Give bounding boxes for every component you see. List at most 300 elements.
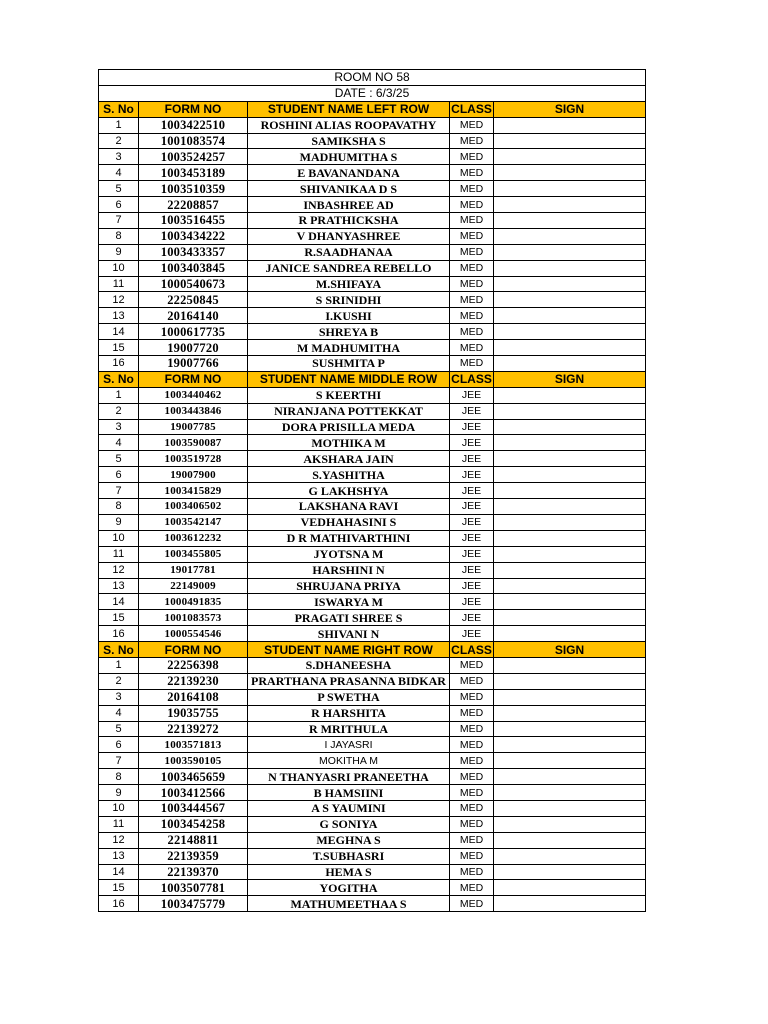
sign-cell[interactable] [494,451,646,467]
sign-cell[interactable] [494,753,646,769]
class-cell: MED [450,197,494,213]
class-cell: MED [450,657,494,673]
student-name: MEGHNA S [248,832,450,848]
class-cell: MED [450,737,494,753]
student-row [99,117,646,133]
sign-cell[interactable] [494,546,646,562]
form-number: 19035755 [139,705,248,721]
form-number: 22256398 [139,657,248,673]
serial-number: 15 [99,340,139,356]
student-name: R PRATHICKSHA [248,213,450,229]
student-name: NIRANJANA POTTEKKAT [248,403,450,419]
class-cell: JEE [450,546,494,562]
student-name: R.SAADHANAA [248,244,450,260]
student-row [99,451,646,467]
student-name: SHIVANI N [248,626,450,642]
seating-table [98,69,646,912]
sign-cell[interactable] [494,356,646,372]
section-header-row [99,371,646,387]
student-row [99,133,646,149]
class-cell: JEE [450,435,494,451]
class-cell: MED [450,721,494,737]
class-cell: MED [450,244,494,260]
student-row [99,626,646,642]
form-number: 1000491835 [139,594,248,610]
header-student-name: STUDENT NAME RIGHT ROW [248,642,450,658]
header-sign: SIGN [494,101,646,117]
sign-cell[interactable] [494,530,646,546]
serial-number: 9 [99,514,139,530]
form-number: 22148811 [139,832,248,848]
form-number: 22139272 [139,721,248,737]
header-sign: SIGN [494,371,646,387]
section-header-row [99,101,646,117]
student-name: S.YASHITHA [248,467,450,483]
student-name: N THANYASRI PRANEETHA [248,769,450,785]
class-cell: MED [450,880,494,896]
student-name: M MADHUMITHA [248,340,450,356]
header-form-no: FORM NO [139,371,248,387]
form-number: 1003516455 [139,213,248,229]
student-row [99,483,646,499]
serial-number: 2 [99,403,139,419]
student-name: HARSHINI N [248,562,450,578]
sign-cell[interactable] [494,324,646,340]
serial-number: 8 [99,769,139,785]
class-cell: JEE [450,610,494,626]
sign-cell[interactable] [494,689,646,705]
student-row [99,499,646,515]
class-cell: MED [450,308,494,324]
student-name: VEDHAHASINI S [248,514,450,530]
class-cell: JEE [450,626,494,642]
sign-cell[interactable] [494,657,646,673]
header-sno: S. No [99,371,139,387]
form-number: 1003475779 [139,896,248,912]
class-cell: MED [450,340,494,356]
student-name: R HARSHITA [248,705,450,721]
student-name: PRAGATI SHREE S [248,610,450,626]
student-row [99,594,646,610]
student-row [99,705,646,721]
student-name: INBASHREE AD [248,197,450,213]
form-number: 22139370 [139,864,248,880]
student-name: SHRUJANA PRIYA [248,578,450,594]
sign-cell[interactable] [494,737,646,753]
class-cell: MED [450,816,494,832]
form-number: 22208857 [139,197,248,213]
student-row [99,737,646,753]
student-name: S SRINIDHI [248,292,450,308]
student-name: S KEERTHI [248,387,450,403]
serial-number: 1 [99,117,139,133]
form-number: 1003590087 [139,435,248,451]
student-row [99,324,646,340]
serial-number: 12 [99,832,139,848]
form-number: 1003510359 [139,181,248,197]
sign-cell[interactable] [494,117,646,133]
serial-number: 4 [99,435,139,451]
serial-number: 10 [99,800,139,816]
form-number: 22149009 [139,578,248,594]
sign-cell[interactable] [494,181,646,197]
student-name: B HAMSIINI [248,785,450,801]
sign-cell[interactable] [494,816,646,832]
sign-cell[interactable] [494,896,646,912]
sign-cell[interactable] [494,673,646,689]
sign-cell[interactable] [494,467,646,483]
class-cell: MED [450,213,494,229]
sign-cell[interactable] [494,610,646,626]
student-row [99,848,646,864]
serial-number: 11 [99,546,139,562]
serial-number: 10 [99,530,139,546]
sign-cell[interactable] [494,403,646,419]
student-name: ROSHINI ALIAS ROOPAVATHY [248,117,450,133]
student-name: JYOTSNA M [248,546,450,562]
student-name: AKSHARA JAIN [248,451,450,467]
form-number: 1003422510 [139,117,248,133]
student-name: M.SHIFAYA [248,276,450,292]
class-cell: JEE [450,499,494,515]
student-name: JANICE SANDREA REBELLO [248,260,450,276]
serial-number: 5 [99,451,139,467]
serial-number: 16 [99,896,139,912]
student-row [99,244,646,260]
student-row [99,562,646,578]
form-number: 1003444567 [139,800,248,816]
student-row [99,578,646,594]
serial-number: 10 [99,260,139,276]
form-number: 1003542147 [139,514,248,530]
form-number: 1003524257 [139,149,248,165]
student-name: V DHANYASHREE [248,228,450,244]
form-number: 22139359 [139,848,248,864]
student-row [99,165,646,181]
serial-number: 15 [99,880,139,896]
student-row [99,419,646,435]
student-name: D R MATHIVARTHINI [248,530,450,546]
serial-number: 11 [99,276,139,292]
class-cell: JEE [450,514,494,530]
serial-number: 16 [99,626,139,642]
header-sno: S. No [99,101,139,117]
sign-cell[interactable] [494,387,646,403]
header-form-no: FORM NO [139,101,248,117]
form-number: 20164108 [139,689,248,705]
form-number: 1003519728 [139,451,248,467]
sign-cell[interactable] [494,133,646,149]
sign-cell[interactable] [494,832,646,848]
student-name: SHIVANIKAA D S [248,181,450,197]
student-row [99,292,646,308]
serial-number: 1 [99,387,139,403]
sign-cell[interactable] [494,244,646,260]
class-cell: JEE [450,419,494,435]
serial-number: 14 [99,324,139,340]
serial-number: 2 [99,673,139,689]
student-row [99,213,646,229]
sign-cell[interactable] [494,165,646,181]
class-cell: MED [450,753,494,769]
class-cell: MED [450,260,494,276]
form-number: 19017781 [139,562,248,578]
class-cell: MED [450,149,494,165]
form-number: 19007900 [139,467,248,483]
student-name: HEMA S [248,864,450,880]
form-number: 1000554546 [139,626,248,642]
class-cell: MED [450,769,494,785]
sign-cell[interactable] [494,705,646,721]
header-class: CLASS [451,102,492,117]
sign-cell[interactable] [494,514,646,530]
form-number: 19007766 [139,356,248,372]
class-cell: MED [450,133,494,149]
student-name: T.SUBHASRI [248,848,450,864]
serial-number: 13 [99,308,139,324]
serial-number: 5 [99,181,139,197]
student-name: MOKITHA M [248,753,450,769]
form-number: 1003455805 [139,546,248,562]
date-title: DATE : 6/3/25 [99,85,646,101]
form-number: 1000617735 [139,324,248,340]
serial-number: 9 [99,785,139,801]
student-row [99,880,646,896]
student-name: G LAKHSHYA [248,483,450,499]
serial-number: 8 [99,499,139,515]
sign-cell[interactable] [494,769,646,785]
sign-cell[interactable] [494,260,646,276]
form-number: 1003440462 [139,387,248,403]
student-name: SAMIKSHA S [248,133,450,149]
student-name: S.DHANEESHA [248,657,450,673]
class-cell: MED [450,848,494,864]
student-row [99,800,646,816]
class-cell: JEE [450,562,494,578]
header-form-no: FORM NO [139,642,248,658]
sign-cell[interactable] [494,292,646,308]
header-student-name: STUDENT NAME LEFT ROW [248,101,450,117]
serial-number: 12 [99,292,139,308]
student-row [99,340,646,356]
sign-cell[interactable] [494,419,646,435]
class-cell: MED [450,324,494,340]
serial-number: 12 [99,562,139,578]
serial-number: 4 [99,705,139,721]
form-number: 20164140 [139,308,248,324]
student-row [99,896,646,912]
class-cell: JEE [450,594,494,610]
form-number: 1003406502 [139,499,248,515]
header-sign: SIGN [494,642,646,658]
sign-cell[interactable] [494,483,646,499]
form-number: 1001083573 [139,610,248,626]
student-name: A S YAUMINI [248,800,450,816]
form-number: 1003454258 [139,816,248,832]
sign-cell[interactable] [494,864,646,880]
student-row [99,610,646,626]
serial-number: 6 [99,467,139,483]
student-name: DORA PRISILLA MEDA [248,419,450,435]
student-row [99,403,646,419]
room-title: ROOM NO 58 [99,70,646,86]
class-cell: MED [450,705,494,721]
student-name: SUSHMITA P [248,356,450,372]
class-cell: MED [450,785,494,801]
student-row [99,657,646,673]
student-name: MOTHIKA M [248,435,450,451]
sign-cell[interactable] [494,800,646,816]
form-number: 1003590105 [139,753,248,769]
sign-cell[interactable] [494,785,646,801]
student-row [99,689,646,705]
sign-cell[interactable] [494,578,646,594]
student-row [99,435,646,451]
student-row [99,673,646,689]
student-name: PRARTHANA PRASANNA BIDKAR [248,673,450,689]
student-row [99,546,646,562]
student-row [99,387,646,403]
serial-number: 9 [99,244,139,260]
sign-cell[interactable] [494,848,646,864]
serial-number: 7 [99,213,139,229]
sign-cell[interactable] [494,340,646,356]
section-header-row [99,642,646,658]
serial-number: 4 [99,165,139,181]
class-cell: JEE [450,467,494,483]
class-cell: MED [450,181,494,197]
student-row [99,467,646,483]
sign-cell[interactable] [494,594,646,610]
class-cell: JEE [450,403,494,419]
serial-number: 6 [99,197,139,213]
form-number: 1003612232 [139,530,248,546]
student-row [99,149,646,165]
sign-cell[interactable] [494,721,646,737]
student-name: R MRITHULA [248,721,450,737]
student-name: MATHUMEETHAA S [248,896,450,912]
sign-cell[interactable] [494,499,646,515]
serial-number: 14 [99,594,139,610]
form-number: 22250845 [139,292,248,308]
form-number: 1003403845 [139,260,248,276]
student-row [99,816,646,832]
serial-number: 15 [99,610,139,626]
student-name: SHREYA B [248,324,450,340]
sign-cell[interactable] [494,228,646,244]
serial-number: 3 [99,689,139,705]
class-cell: JEE [450,578,494,594]
serial-number: 13 [99,848,139,864]
serial-number: 16 [99,356,139,372]
serial-number: 3 [99,419,139,435]
class-cell: MED [450,292,494,308]
class-cell: JEE [450,530,494,546]
class-cell: JEE [450,451,494,467]
form-number: 1003571813 [139,737,248,753]
student-name: LAKSHANA RAVI [248,499,450,515]
student-row [99,864,646,880]
class-cell: MED [450,864,494,880]
header-class: CLASS [451,642,492,657]
header-class: CLASS [451,372,492,387]
student-row [99,308,646,324]
student-name: ISWARYA M [248,594,450,610]
class-cell: MED [450,832,494,848]
serial-number: 1 [99,657,139,673]
class-cell: MED [450,689,494,705]
class-cell: MED [450,228,494,244]
class-cell: MED [450,896,494,912]
sign-cell[interactable] [494,276,646,292]
form-number: 1003507781 [139,880,248,896]
form-number: 19007785 [139,419,248,435]
student-row [99,785,646,801]
serial-number: 11 [99,816,139,832]
student-name: E BAVANANDANA [248,165,450,181]
header-student-name: STUDENT NAME MIDDLE ROW [248,371,450,387]
student-row [99,832,646,848]
form-number: 1003415829 [139,483,248,499]
form-number: 1003433357 [139,244,248,260]
student-row [99,530,646,546]
form-number: 1003434222 [139,228,248,244]
class-cell: MED [450,117,494,133]
class-cell: MED [450,165,494,181]
serial-number: 8 [99,228,139,244]
class-cell: MED [450,673,494,689]
sign-cell[interactable] [494,562,646,578]
class-cell: MED [450,276,494,292]
form-number: 22139230 [139,673,248,689]
serial-number: 3 [99,149,139,165]
student-name: P SWETHA [248,689,450,705]
student-row [99,769,646,785]
form-number: 1003412566 [139,785,248,801]
serial-number: 13 [99,578,139,594]
sign-cell[interactable] [494,435,646,451]
header-sno: S. No [99,642,139,658]
student-row [99,276,646,292]
sign-cell[interactable] [494,197,646,213]
serial-number: 2 [99,133,139,149]
student-name: I.KUSHI [248,308,450,324]
class-cell: JEE [450,387,494,403]
sign-cell[interactable] [494,213,646,229]
class-cell: MED [450,800,494,816]
sign-cell[interactable] [494,308,646,324]
serial-number: 7 [99,753,139,769]
serial-number: 6 [99,737,139,753]
form-number: 1003453189 [139,165,248,181]
room-row [99,70,646,86]
sign-cell[interactable] [494,880,646,896]
student-row [99,181,646,197]
date-row [99,85,646,101]
form-number: 1000540673 [139,276,248,292]
student-row [99,260,646,276]
student-row [99,228,646,244]
student-name: MADHUMITHA S [248,149,450,165]
sign-cell[interactable] [494,626,646,642]
student-row [99,753,646,769]
sign-cell[interactable] [494,149,646,165]
form-number: 1001083574 [139,133,248,149]
form-number: 1003443846 [139,403,248,419]
student-name: G SONIYA [248,816,450,832]
serial-number: 5 [99,721,139,737]
form-number: 1003465659 [139,769,248,785]
